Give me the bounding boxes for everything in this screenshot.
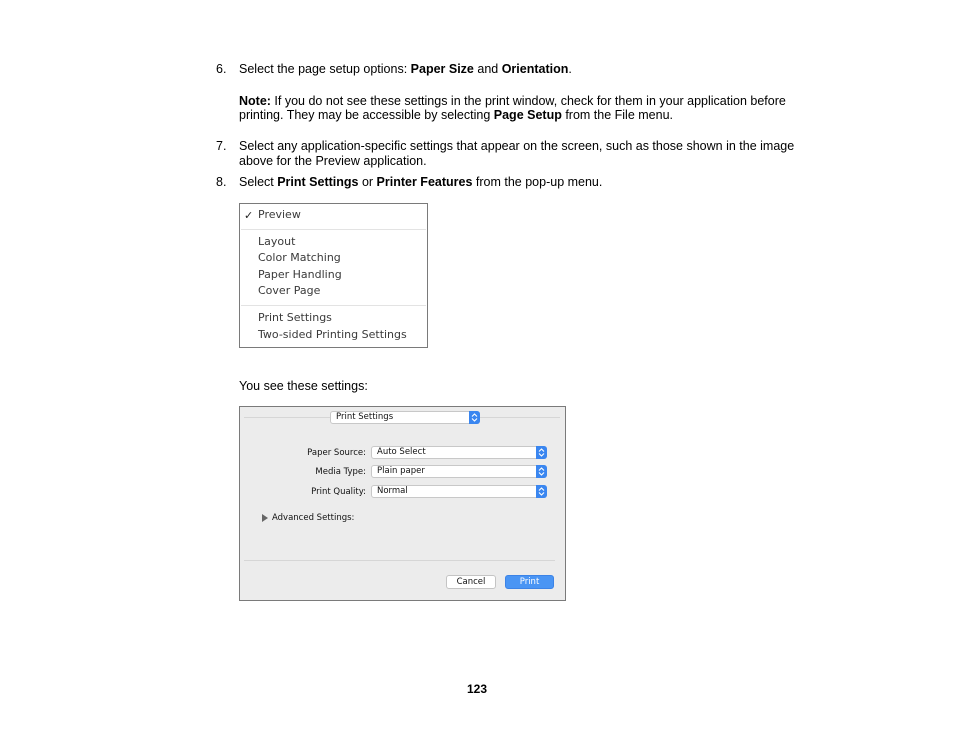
note-line-1: Note: If you do not see these settings in the print window, check for them in your application before [239,94,786,108]
print-quality-label: Print Quality: [311,487,366,497]
paper-source-select[interactable]: Auto Select [371,446,547,459]
print-settings-dialog-screenshot [239,406,566,601]
menu-separator [241,305,426,306]
print-button[interactable]: Print [505,575,554,589]
cancel-button[interactable]: Cancel [446,575,496,589]
step-6-text: Select the page setup options: Paper Size and Orientation. [239,62,572,76]
divider [480,417,560,418]
step-7-line-2: above for the Preview application. [239,154,427,168]
menu-item-cover-page[interactable]: Cover Page [258,284,321,297]
divider [244,417,330,418]
you-see-text: You see these settings: [239,379,368,393]
menu-item-two-sided-printing[interactable]: Two-sided Printing Settings [258,328,407,341]
popup-menu-screenshot [239,203,428,348]
disclosure-triangle-icon [262,514,268,522]
menu-item-print-settings[interactable]: Print Settings [258,311,332,324]
step-7-line-1: Select any application-specific settings that appear on the screen, such as those shown in the image [239,139,795,153]
menu-item-layout[interactable]: Layout [258,235,296,248]
menu-item-color-matching[interactable]: Color Matching [258,251,341,264]
checkmark-icon: ✓ [244,209,254,222]
note-line-2: printing. They may be accessible by selecting Page Setup from the File menu. [239,108,673,122]
panel-select-popup[interactable]: Print Settings [330,411,480,424]
stepper-icon [536,446,547,459]
menu-item-paper-handling[interactable]: Paper Handling [258,268,342,281]
stepper-icon [536,485,547,498]
media-type-label: Media Type: [315,467,366,477]
menu-separator [241,229,426,230]
step-number: 7. [216,139,227,153]
print-quality-select[interactable]: Normal [371,485,547,498]
stepper-icon [536,465,547,478]
menu-item-preview[interactable]: Preview [258,208,301,221]
divider [244,560,555,561]
advanced-settings-label: Advanced Settings: [272,513,355,523]
page-number: 123 [466,682,488,696]
media-type-select[interactable]: Plain paper [371,465,547,478]
paper-source-label: Paper Source: [307,448,366,458]
step-number: 6. [216,62,227,76]
step-8-text: Select Print Settings or Printer Features from the pop-up menu. [239,175,603,189]
step-number: 8. [216,175,227,189]
stepper-icon [469,411,480,424]
